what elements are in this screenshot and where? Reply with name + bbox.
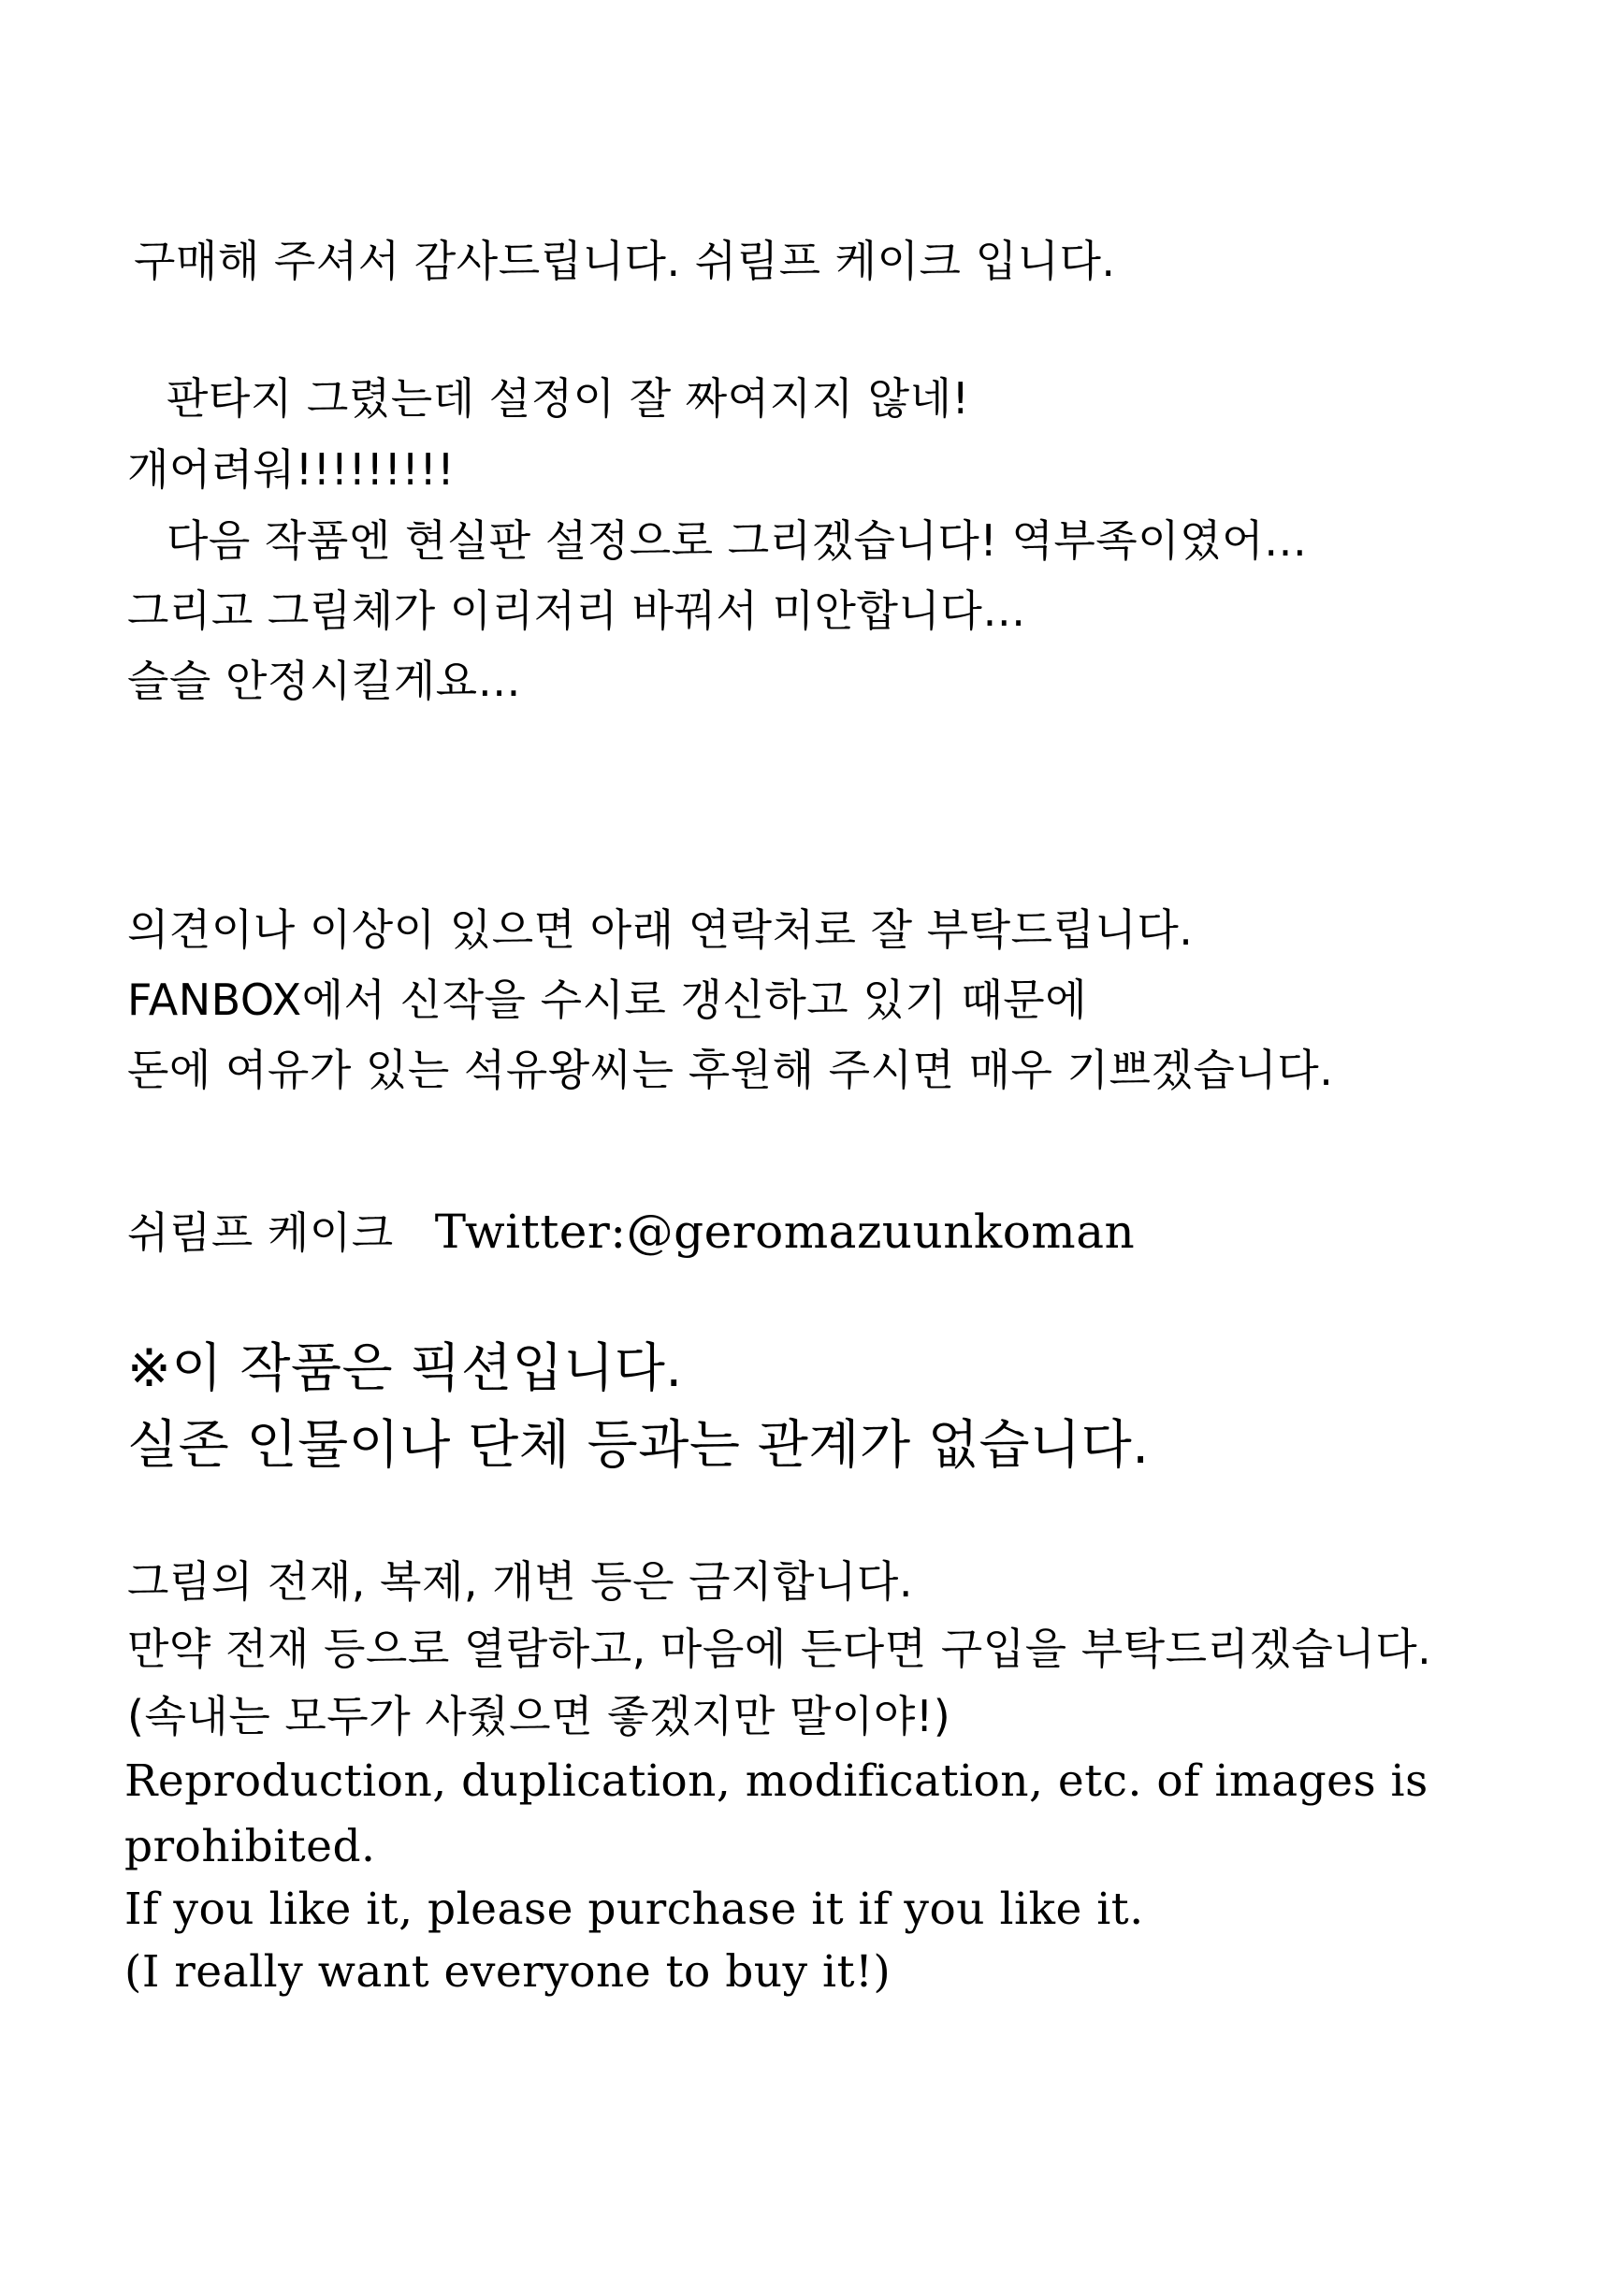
- prohibition-en-line-3: If you like it, please purchase it if you like it.: [124, 1884, 1144, 1935]
- hard-line: 개어려워!!!!!!!!!: [127, 444, 456, 495]
- contact-line-2: FANBOX에서 신작을 수시로 갱신하고 있기 때문에: [127, 975, 1088, 1025]
- stabilize-line: 슬슬 안정시킬게요…: [127, 656, 522, 706]
- prohibition-en-line-1: Reproduction, duplication, modification, etc. of images is: [124, 1755, 1428, 1807]
- prohibition-ko-line-3: (속내는 모두가 사줬으면 좋겠지만 말이야!): [127, 1691, 951, 1741]
- prohibition-en-line-2: prohibited.: [124, 1821, 376, 1872]
- twitter-handle: Twitter:@geromazuunkoman: [434, 1205, 1136, 1259]
- fiction-notice-line-2: 실존 인물이나 단체 등과는 관계가 없습니다.: [127, 1415, 1150, 1476]
- thanks-line: 구매해 주셔서 감사드립니다. 쉬림프 케이크 입니다.: [134, 236, 1116, 286]
- next-work-line: 다음 작품엔 현실판 설정으로 그리겠습니다! 역부족이였어…: [167, 515, 1308, 566]
- prohibition-ko-line-2: 만약 전재 등으로 열람하고, 마음에 든다면 구입을 부탁드리겠습니다.: [127, 1624, 1432, 1674]
- fiction-notice-line-1: ※이 작품은 픽션입니다.: [127, 1338, 683, 1399]
- author-line: [127, 1205, 1136, 1259]
- prohibition-en-line-4: (I really want everyone to buy it!): [124, 1946, 892, 1998]
- prohibition-ko-line-1: 그림의 전재, 복제, 개변 등은 금지합니다.: [127, 1556, 913, 1607]
- author-name: 쉬림프 케이크: [127, 1207, 394, 1258]
- contact-line-3: 돈에 여유가 있는 석유왕씨는 후원해 주시면 매우 기쁘겠습니다.: [127, 1045, 1334, 1095]
- art-style-line: 그리고 그림체가 이리저리 바꿔서 미안합니다…: [127, 585, 1026, 636]
- fantasy-line: 판타지 그렸는데 설정이 잘 짜여지지 않네!: [167, 373, 970, 424]
- contact-line-1: 의견이나 이상이 있으면 아래 연락처로 잘 부탁드립니다.: [127, 904, 1194, 955]
